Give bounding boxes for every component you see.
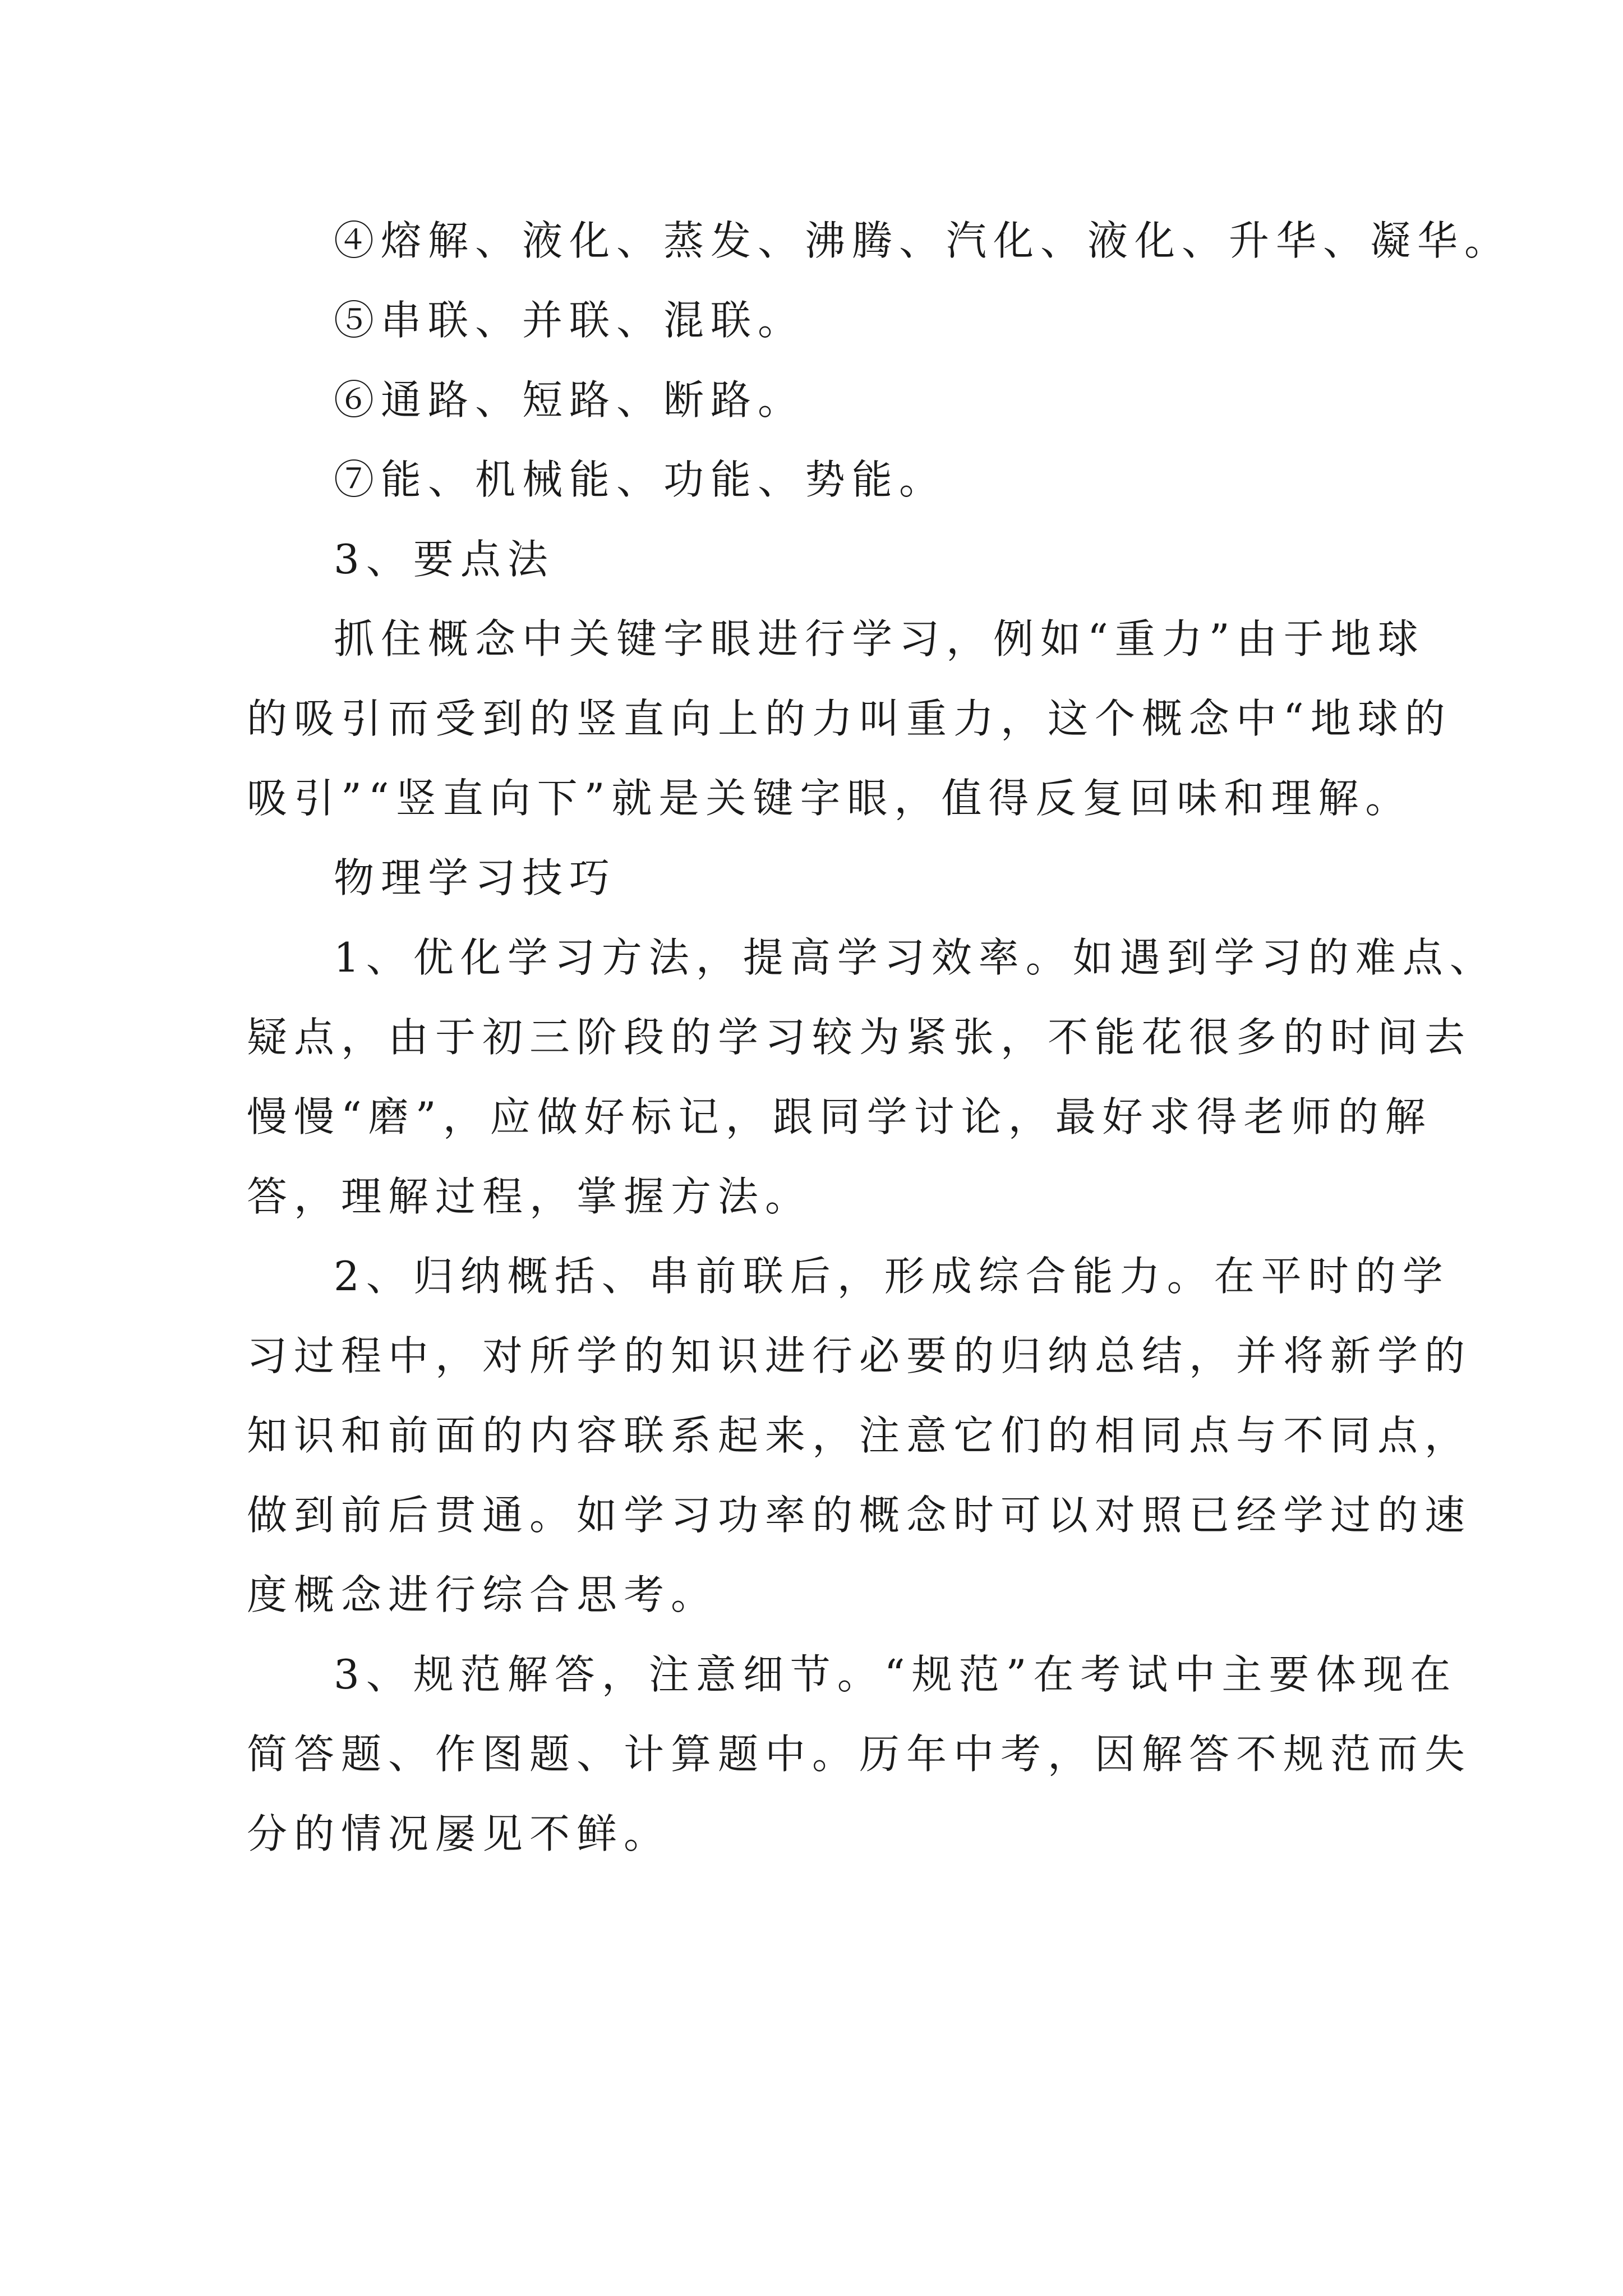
- text-line: 2、归纳概括、串前联后，形成综合能力。在平时的学: [334, 1253, 1450, 1300]
- text-line: 做到前后贯通。如学习功率的概念时可以对照已经学过的速: [247, 1492, 1472, 1539]
- text-line: 3、规范解答，注意细节。“规范”在考试中主要体现在: [334, 1651, 1458, 1698]
- text-line: ⑤串联、并联、混联。: [334, 297, 805, 344]
- section-heading: 3、要点法: [334, 536, 555, 583]
- text-line: 慢慢“磨”，应做好标记，跟同学讨论，最好求得老师的解: [247, 1093, 1432, 1140]
- text-line: ④熔解、液化、蒸发、沸腾、汽化、液化、升华、凝华。: [334, 217, 1512, 264]
- text-line: 度概念进行综合思考。: [247, 1571, 718, 1618]
- text-line: 1、优化学习方法，提高学习效率。如遇到学习的难点、: [334, 934, 1497, 981]
- text-line: 答，理解过程，掌握方法。: [247, 1173, 813, 1220]
- text-line: ⑦能、机械能、功能、势能。: [334, 456, 947, 503]
- text-line: 疑点，由于初三阶段的学习较为紧张，不能花很多的时间去: [247, 1014, 1472, 1061]
- text-line: 知识和前面的内容联系起来，注意它们的相同点与不同点，: [247, 1412, 1472, 1459]
- section-heading: 物理学习技巧: [334, 854, 617, 901]
- text-line: 简答题、作图题、计算题中。历年中考，因解答不规范而失: [247, 1731, 1472, 1778]
- body-text: [247, 201, 1512, 1874]
- text-line: 分的情况屡见不鲜。: [247, 1810, 671, 1857]
- text-line: 的吸引而受到的竖直向上的力叫重力，这个概念中“地球的: [247, 695, 1452, 742]
- text-line: 抓住概念中关键字眼进行学习，例如“重力”由于地球: [334, 615, 1425, 662]
- text-line: 习过程中，对所学的知识进行必要的归纳总结，并将新学的: [247, 1332, 1472, 1379]
- text-line: 吸引”“竖直向下”就是关键字眼，值得反复回味和理解。: [247, 775, 1413, 822]
- text-line: ⑥通路、短路、断路。: [334, 376, 805, 424]
